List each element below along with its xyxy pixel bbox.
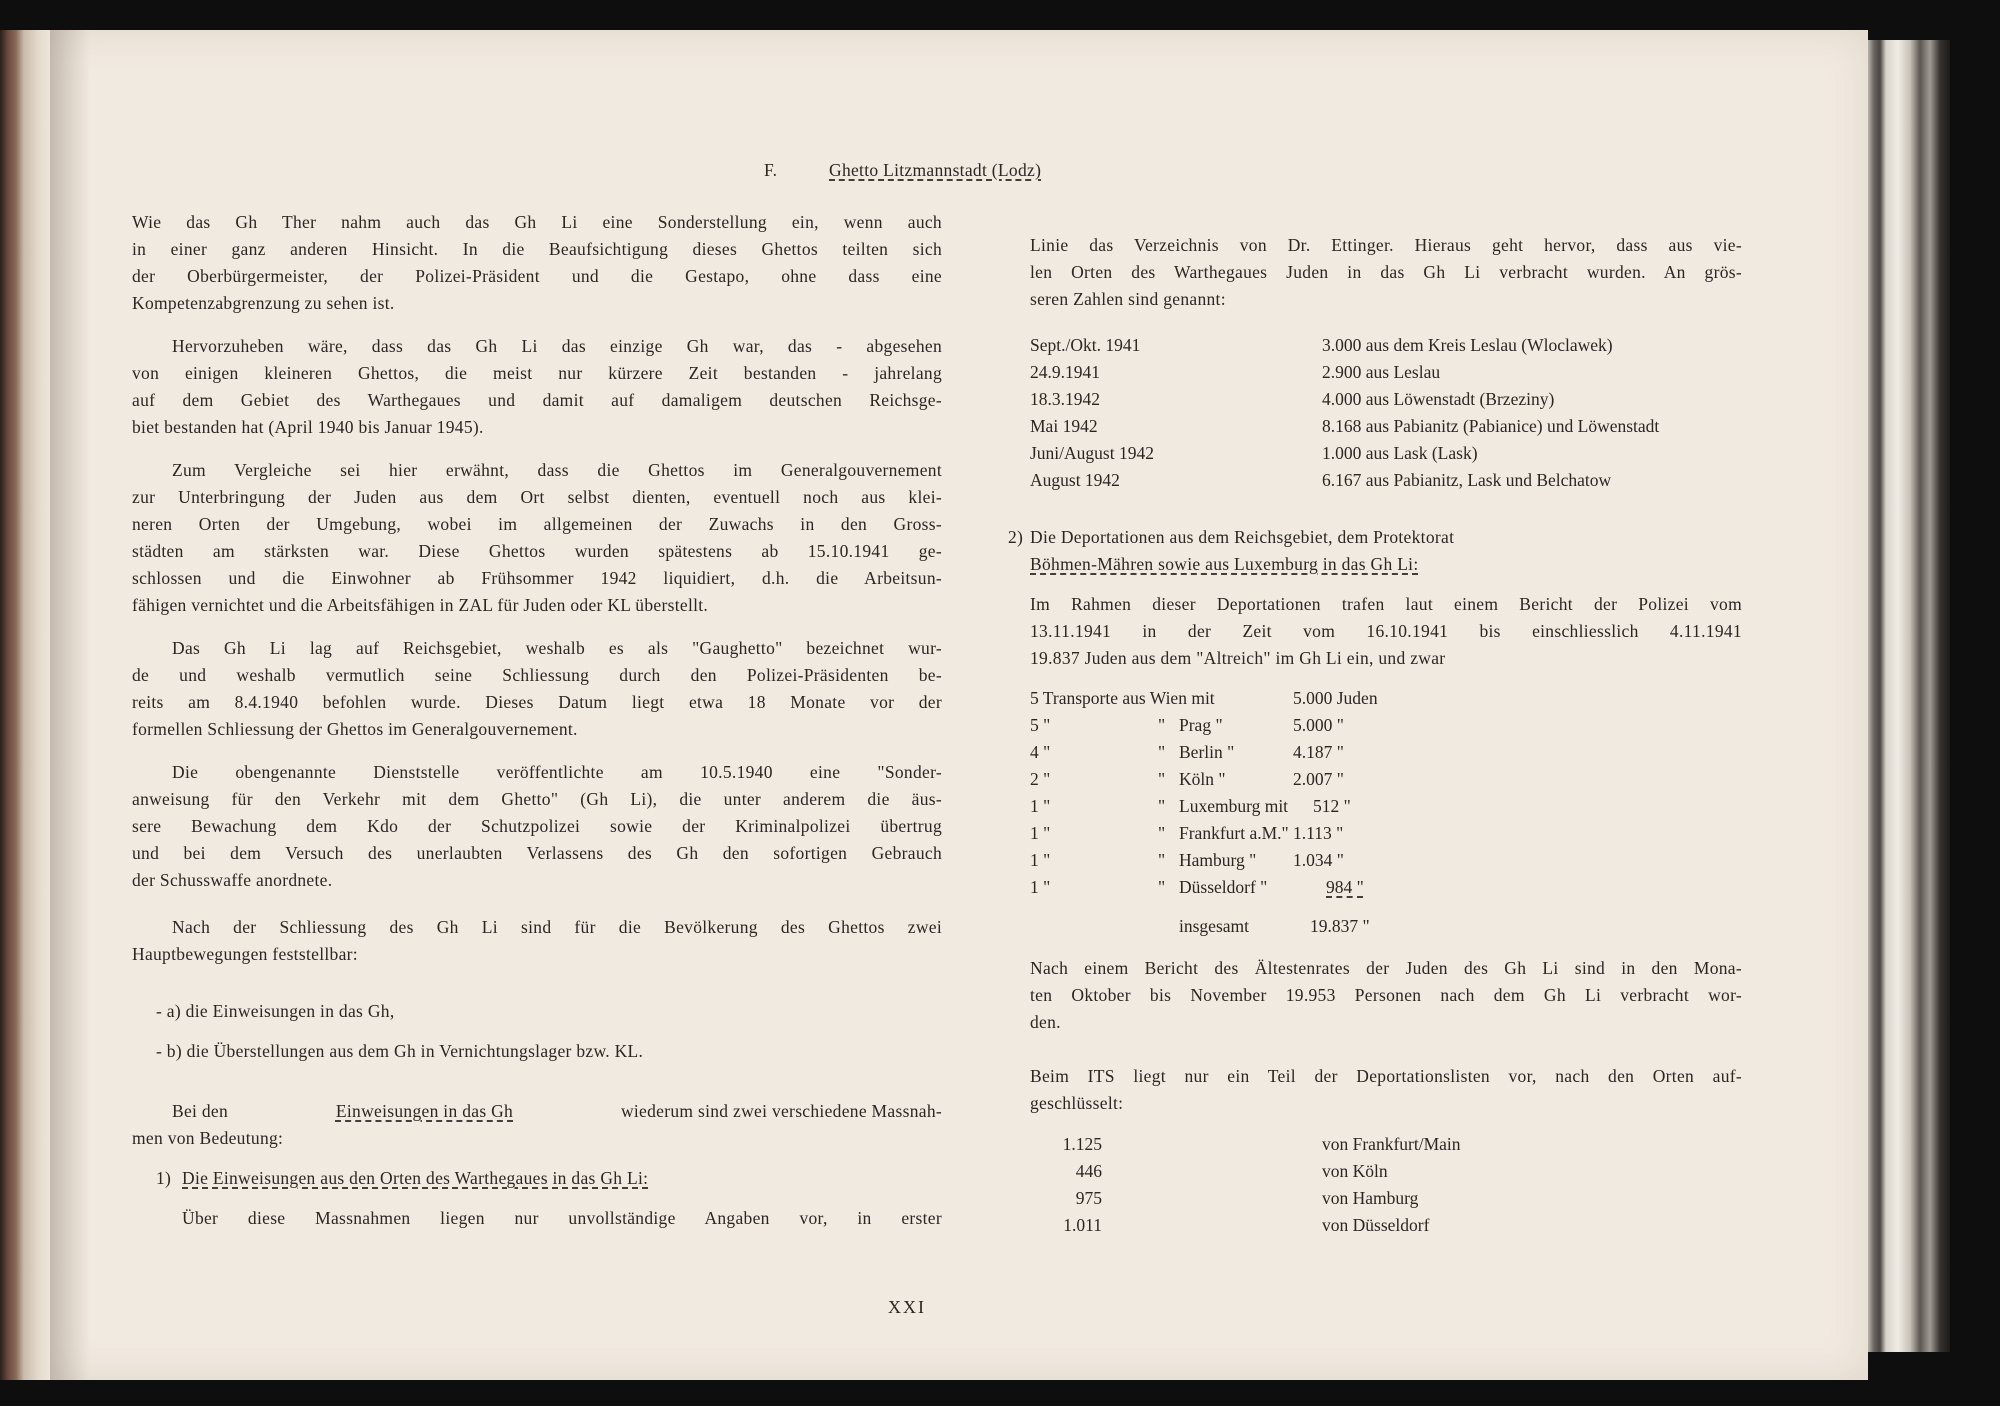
text-line: Im Rahmen dieser Deportationen trafen laut einem Bericht der Polizei vom <box>1030 594 1742 614</box>
text-line: Nach einem Bericht des Ältestenrates der Juden des Gh Li sind in den Mona- <box>1030 958 1742 978</box>
text-line: fähigen vernichtet und die Arbeitsfähigen in ZAL für Juden oder KL überstellt. <box>132 595 709 615</box>
paragraph-8 <box>182 1205 942 1232</box>
list-count: 1.125 <box>1062 1134 1102 1154</box>
list-count: 975 <box>1075 1188 1102 1208</box>
subheading-1: Die Einweisungen aus den Orten des Warthegaues in das Gh Li: <box>182 1168 649 1188</box>
text-line: den. <box>1030 1012 1061 1032</box>
total-value: 19.837 " <box>1310 916 1370 936</box>
table-cell-count: 4.000 aus Löwenstadt (Brzeziny) <box>1322 389 1555 409</box>
table-cell-date: 18.3.1942 <box>1030 389 1100 409</box>
text-line: Beim ITS liegt nur ein Teil der Deportationslisten vor, nach den Orten auf- <box>1030 1066 1742 1086</box>
text-line: men von Bedeutung: <box>132 1128 284 1148</box>
text-line: Wie das Gh Ther nahm auch das Gh Li eine Sonderstellung ein, wenn auch <box>132 212 942 232</box>
paragraph-1 <box>132 209 942 317</box>
table-cell-count: 8.168 aus Pabianitz (Pabianice) und Löwenstadt <box>1322 416 1660 436</box>
text-line: reits am 8.4.1940 befohlen wurde. Dieses Datum liegt etwa 18 Monate vor der <box>132 692 942 712</box>
transport-number: 5.000 Juden <box>1293 688 1378 708</box>
table-cell-count: 3.000 aus dem Kreis Leslau (Wloclawek) <box>1322 335 1613 355</box>
text-line: schlossen und die Einwohner ab Frühsommer 1942 liquidiert, d.h. die Arbeitsun- <box>132 568 942 588</box>
list-count: 446 <box>1075 1161 1102 1181</box>
subheading-2-number: 2) <box>1008 527 1024 547</box>
subheading-1-number: 1) <box>156 1168 172 1188</box>
transport-city: Hamburg " <box>1179 850 1257 870</box>
text-line: Hauptbewegungen feststellbar: <box>132 944 358 964</box>
transport-count: 5 Transporte aus Wien mit <box>1030 688 1215 708</box>
total-label: insgesamt <box>1179 916 1249 936</box>
transport-number: 984 " <box>1326 877 1364 897</box>
text-line: neren Orten der Umgebung, wobei im allgemeinen der Zuwachs in den Gross- <box>132 514 942 534</box>
text-line: formellen Schliessung der Ghettos im Generalgouvernement. <box>132 719 578 739</box>
paragraph-2 <box>132 333 942 441</box>
paragraph-3 <box>132 457 942 619</box>
list-place: von Frankfurt/Main <box>1322 1134 1461 1154</box>
transport-number: 1.034 " <box>1293 850 1344 870</box>
book-left-edge <box>0 30 50 1380</box>
text-line: 13.11.1941 in der Zeit vom 16.10.1941 bis einschliesslich 4.11.1941 <box>1030 621 1742 641</box>
text-line: de und weshalb vermutlich seine Schliessung durch den Polizei-Präsidenten be- <box>132 665 942 685</box>
table-cell-count: 2.900 aus Leslau <box>1322 362 1441 382</box>
paragraph-r3 <box>1030 955 1742 1036</box>
page-gutter-shadow <box>50 30 90 1380</box>
text-line: Die obengenannte Dienststelle veröffentlichte am 10.5.1940 eine "Sonder- <box>172 762 942 782</box>
list-place: von Köln <box>1322 1161 1388 1181</box>
transport-number: 5.000 " <box>1293 715 1344 735</box>
text-line: len Orten des Warthegaues Juden in das Gh Li verbracht wurden. An grös- <box>1030 262 1742 282</box>
table-cell-count: 1.000 aus Lask (Lask) <box>1322 443 1478 463</box>
text-line: Kompetenzabgrenzung zu sehen ist. <box>132 293 395 313</box>
text-line: von einigen kleineren Ghettos, die meist nur kürzere Zeit bestanden - jahrelang <box>132 363 942 383</box>
transport-number: 1.113 " <box>1293 823 1344 843</box>
text-line: Über diese Massnahmen liegen nur unvollständige Angaben vor, in erster <box>182 1208 942 1228</box>
table-cell-date: Juni/August 1942 <box>1030 443 1154 463</box>
text-line: der Oberbürgermeister, der Polizei-Präsident und die Gestapo, ohne dass eine <box>132 266 942 286</box>
transport-count: 2 " <box>1030 769 1051 789</box>
transport-city: Luxemburg mit <box>1179 796 1289 816</box>
table-cell-date: August 1942 <box>1030 470 1120 490</box>
text-line: und bei dem Versuch des unerlaubten Verlassens des Gh den sofortigen Gebrauch <box>132 843 942 863</box>
paragraph-4 <box>132 635 942 743</box>
transport-city: Köln " <box>1179 769 1226 789</box>
paragraph-5 <box>132 759 942 894</box>
paragraph-6 <box>132 914 942 968</box>
transport-city: Frankfurt a.M." <box>1179 823 1289 843</box>
transport-count: 1 " <box>1030 823 1051 843</box>
list-place: von Düsseldorf <box>1322 1215 1430 1235</box>
paragraph-r2 <box>1030 591 1742 672</box>
text-line: in einer ganz anderen Hinsicht. In die Beaufsichtigung dieses Ghettos teilten sich <box>132 239 942 259</box>
subheading-2-line2: Böhmen-Mähren sowie aus Luxemburg in das Gh Li: <box>1030 554 1419 574</box>
text-line: anweisung für den Verkehr mit dem Ghetto" (Gh Li), die unter anderem die äus- <box>132 789 942 809</box>
text-line: seren Zahlen sind genannt: <box>1030 289 1226 309</box>
table-cell-date: 24.9.1941 <box>1030 362 1100 382</box>
text-line: biet bestanden hat (April 1940 bis Januar 1945). <box>132 417 484 437</box>
transport-ditto: " <box>1158 823 1166 843</box>
transport-number: 4.187 " <box>1293 742 1344 762</box>
transport-city: Berlin " <box>1179 742 1235 762</box>
transport-city: Düsseldorf " <box>1179 877 1268 897</box>
page-title: Ghetto Litzmannstadt (Lodz) <box>829 160 1042 180</box>
transport-ditto: " <box>1158 850 1166 870</box>
list-item-b: - b) die Überstellungen aus dem Gh in Vernichtungslager bzw. KL. <box>156 1041 644 1061</box>
transport-ditto: " <box>1158 796 1166 816</box>
text-line: städten am stärksten war. Diese Ghettos wurden spätestens ab 15.10.1941 ge- <box>132 541 942 561</box>
paragraph-7 <box>172 1098 942 1125</box>
text-line: 19.837 Juden aus dem "Altreich" im Gh Li ein, und zwar <box>1030 648 1446 668</box>
list-count: 1.011 <box>1063 1215 1102 1235</box>
table-cell-count: 6.167 aus Pabianitz, Lask und Belchatow <box>1322 470 1612 490</box>
transport-ditto: " <box>1158 715 1166 735</box>
section-label: F. <box>764 160 778 180</box>
transport-count: 4 " <box>1030 742 1051 762</box>
text-line: Hervorzuheben wäre, dass das Gh Li das einzige Gh war, das - abgesehen <box>172 336 942 356</box>
book-page-stack <box>1868 40 1950 1352</box>
text-line: zur Unterbringung der Juden aus dem Ort selbst dienten, eventuell noch aus klei- <box>132 487 942 507</box>
transport-number: 512 " <box>1313 796 1351 816</box>
text-line: auf dem Gebiet des Warthegaues und damit auf damaligem deutschen Reichsge- <box>132 390 942 410</box>
text-line: ten Oktober bis November 19.953 Personen nach dem Gh Li verbracht wor- <box>1030 985 1742 1005</box>
text-line: Das Gh Li lag auf Reichsgebiet, weshalb es als "Gaughetto" bezeichnet wur- <box>172 638 942 658</box>
transport-ditto: " <box>1158 769 1166 789</box>
paragraph-r4 <box>1030 1063 1742 1117</box>
transport-count: 5 " <box>1030 715 1051 735</box>
subheading-2-line1: Die Deportationen aus dem Reichsgebiet, dem Protektorat <box>1030 527 1455 547</box>
transport-ditto: " <box>1158 742 1166 762</box>
text-line: Linie das Verzeichnis von Dr. Ettinger. Hieraus geht hervor, dass aus vie- <box>1030 235 1742 255</box>
text-line: geschlüsselt: <box>1030 1093 1124 1113</box>
transport-count: 1 " <box>1030 796 1051 816</box>
list-place: von Hamburg <box>1322 1188 1419 1208</box>
transport-count: 1 " <box>1030 850 1051 870</box>
transport-ditto: " <box>1158 877 1166 897</box>
text-line: Zum Vergleiche sei hier erwähnt, dass die Ghettos im Generalgouvernement <box>172 460 942 480</box>
text-segment: wiederum sind zwei verschiedene Massnah- <box>620 1101 942 1121</box>
text-segment: Bei den <box>172 1101 229 1121</box>
text-line: Nach der Schliessung des Gh Li sind für die Bevölkerung des Ghettos zwei <box>172 917 942 937</box>
transport-number: 2.007 " <box>1293 769 1344 789</box>
page-number: XXI <box>888 1297 926 1317</box>
table-cell-date: Mai 1942 <box>1030 416 1098 436</box>
text-line: der Schusswaffe anordnete. <box>132 870 333 890</box>
underlined-term: Einweisungen in das Gh <box>335 1101 514 1121</box>
document-page <box>50 30 1868 1380</box>
paragraph-r1 <box>1030 232 1742 313</box>
list-item-a: - a) die Einweisungen in das Gh, <box>156 1001 395 1021</box>
transport-count: 1 " <box>1030 877 1051 897</box>
transport-city: Prag " <box>1179 715 1223 735</box>
text-line: sere Bewachung dem Kdo der Schutzpolizei sowie der Kriminalpolizei übertrug <box>132 816 942 836</box>
table-cell-date: Sept./Okt. 1941 <box>1030 335 1141 355</box>
